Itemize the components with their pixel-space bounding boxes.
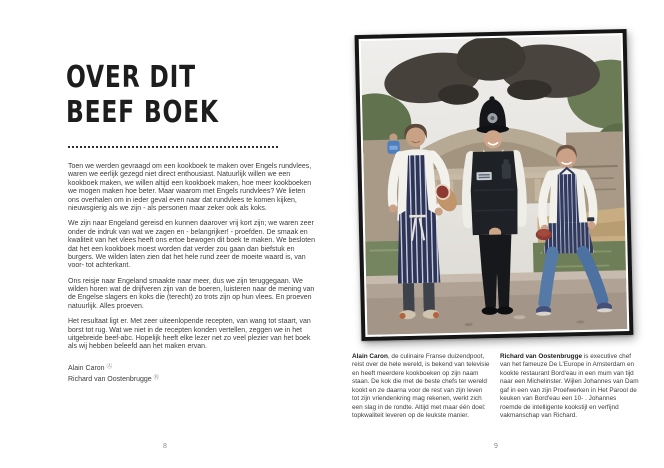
- photo-chefs-and-policeman: [355, 29, 634, 341]
- intro-paragraph-3: Ons reisje naar Engeland smaakte naar meer, dus we zijn teruggegaan. We wilden horen wat de drijfveren zijn van de boeren, luisteren naar de mening van de Engelse slagers en koks die (terecht) zo trots zijn op hun vlees. En proeven natuurlijk. Alles proeven.: [68, 277, 315, 310]
- page-number-right: 9: [494, 443, 498, 450]
- intro-paragraph-2: We zijn naar Engeland gereisd en kunnen daarover vrij kort zijn; we waren zeer onder de indruk van wat we zagen en - belangrijker! - proefden. De smaak en kwaliteit van het vlees heeft ons ertoe bewogen dit boek te maken. We besloten dat het een kookboek moest worden dat verder zou gaan dan biefstuk en burgers. We wilden laten zien dat het hele rund zeer de moeite waard is, van voor- tot achterkant.: [68, 220, 315, 270]
- intro-paragraph-4: Het resultaat ligt er. Met zeer uiteenlopende recepten, van wang tot staart, van borst tot rug. Wat we niet in de recepten konden vertellen, zeggen we in het uitgebreide beef-abc. Hopelijk heeft elke lezer net zo veel plezier van het boek als wij hebben beleefd aan het maken ervan.: [68, 318, 311, 351]
- title-line-1: OVER DIT: [66, 60, 196, 95]
- caption-richard: [500, 353, 639, 421]
- dotted-divider: [68, 146, 278, 148]
- signature-alain: [68, 364, 315, 373]
- signature-richard-mark-icon: Ⓡ: [153, 375, 160, 382]
- signature-alain-name: Alain Caron: [68, 364, 105, 372]
- caption-alain-name: Alain Caron: [352, 353, 388, 360]
- signature-richard-name: Richard van Oostenbrugge: [68, 376, 152, 384]
- caption-richard-name: Richard van Oostenbrugge: [500, 353, 583, 360]
- radio: [502, 163, 511, 178]
- title-line-2: BEEF BOEK: [66, 95, 219, 130]
- signatures: [68, 364, 315, 385]
- photo-scene: [361, 35, 628, 335]
- wrist-watch: [587, 217, 594, 221]
- page-number-left: 8: [163, 443, 167, 450]
- caption-alain: [352, 353, 491, 421]
- intro-paragraph-1: Toen we werden gevraagd om een kookboek te maken over Engels rundvlees, waren we eerlijk gezegd niet direct enthousiast. Natuurlijk willen we een kookboek maken, we willen altijd een kookboek maken, hoe meer kookboeken we mogen maken hoe beter. Maar waarom met Engels rundvlees? We lieten ons overhalen om in ieder geval even naar dat rundvlees te komen kijken, nieuwsgierig als we zijn - als personen maar zeker ook als koks.: [68, 163, 312, 212]
- intro-text: [68, 163, 315, 387]
- signature-richard: [68, 375, 315, 384]
- caption-alain-text: , de culinaire Franse duizendpoot, reist over de hele wereld, is bekend van televisie en heeft meerdere kookboeken op zijn naam staan. De kok die met de beste chefs ter wereld kookt en ze daarna voor de rest van zijn leven tot zijn vriendenkring mag rekenen, werkt zich een slag in de rondte. Altijd met maar één doel: topkwaliteit leveren op de leukste manier.: [352, 353, 490, 420]
- signature-alain-mark-icon: Ⓐ: [106, 363, 113, 370]
- vest-patch: [476, 172, 491, 180]
- page-title: [66, 60, 262, 130]
- photo-captions: [352, 353, 639, 421]
- caption-richard-text: is executive chef van het fameuze De L'Europe in Amsterdam en kookte restaurant Bord'eau in een mum van tijd naar een Michelinster. Wijlen Johannes van Dam gaf in een van zijn Proefwerken in Het Parool de keuken van Bord'eau een 10- . Johannes roemde de intelligente kookstijl en verfijnd vakmanschap van Richard.: [500, 353, 639, 420]
